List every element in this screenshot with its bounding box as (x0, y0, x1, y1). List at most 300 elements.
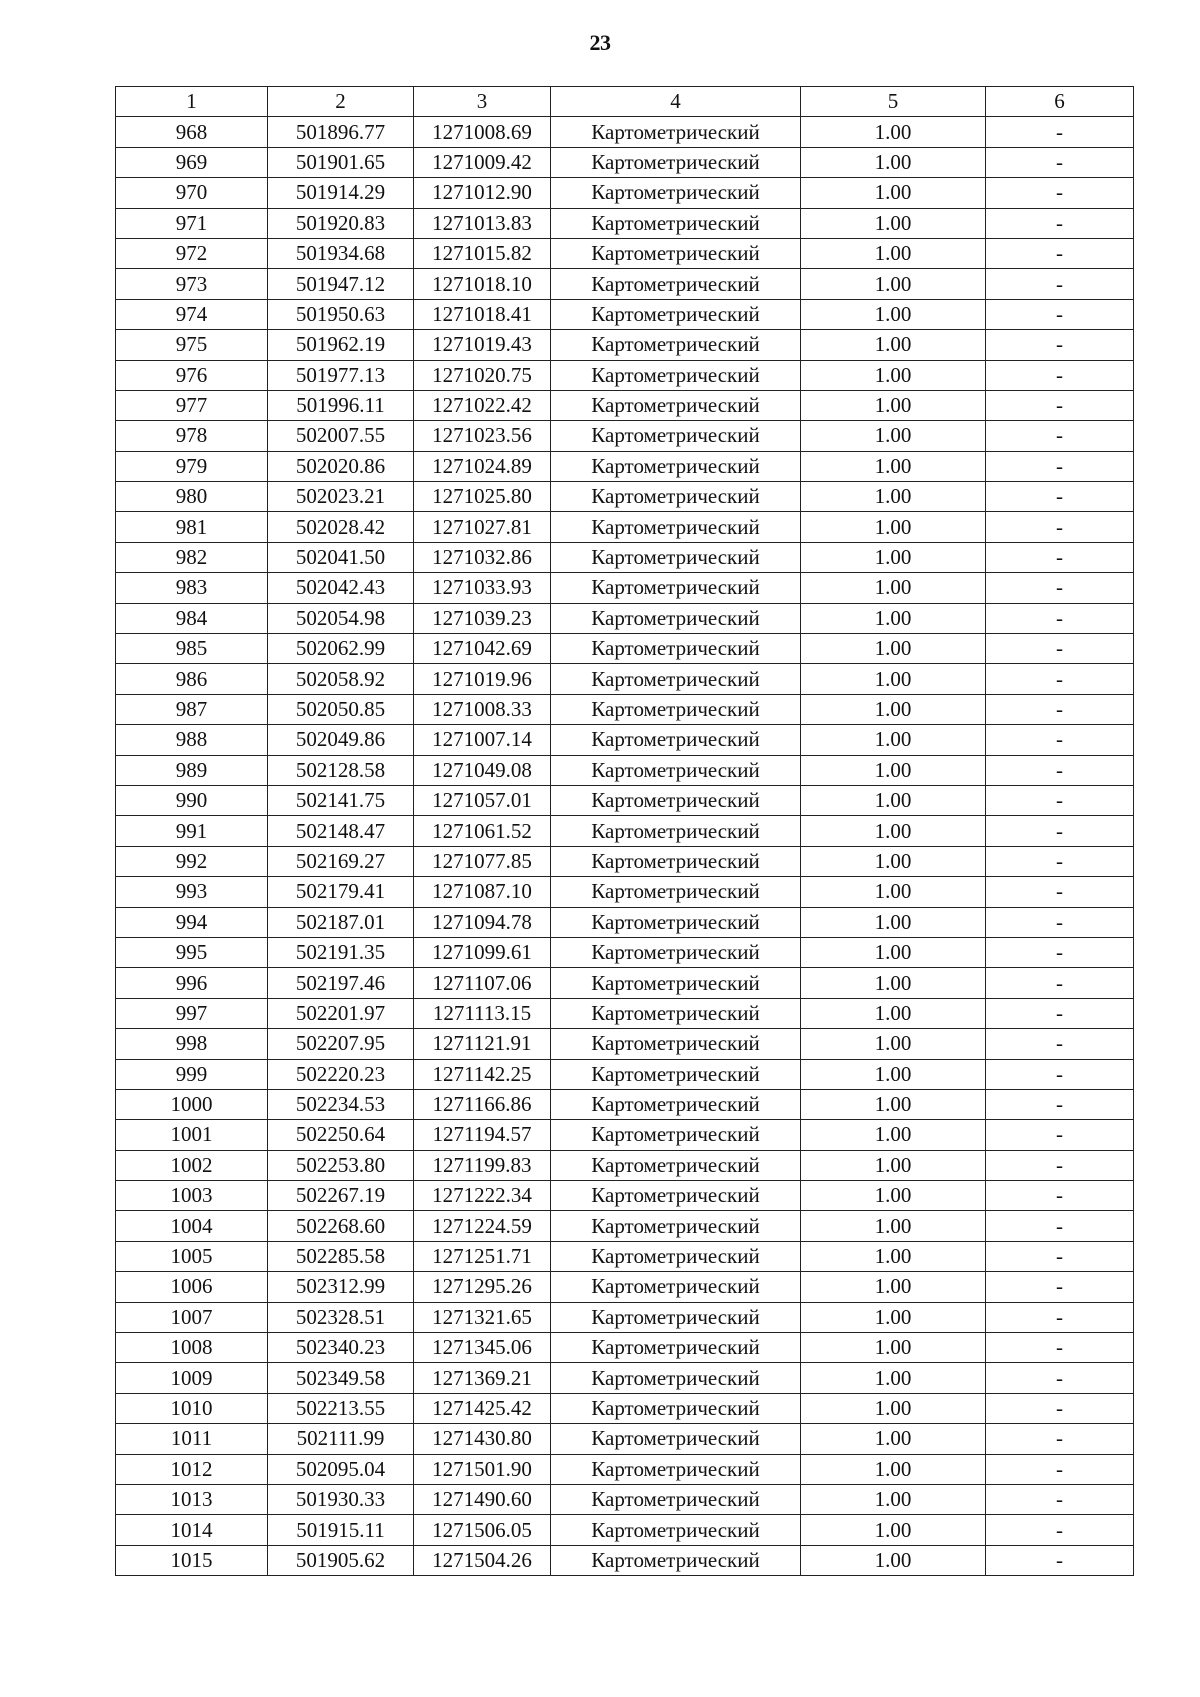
y-coordinate-cell: 1271018.41 (414, 299, 551, 329)
point-number-cell: 982 (116, 542, 268, 572)
description-cell: - (986, 907, 1134, 937)
y-coordinate-cell: 1271224.59 (414, 1211, 551, 1241)
method-cell: Картометрический (551, 1545, 801, 1575)
point-number-cell: 973 (116, 269, 268, 299)
description-cell: - (986, 755, 1134, 785)
table-row (116, 694, 1134, 724)
accuracy-cell: 1.00 (801, 1089, 986, 1119)
point-number-cell: 1005 (116, 1241, 268, 1271)
point-number-cell: 1001 (116, 1120, 268, 1150)
x-coordinate-cell: 502054.98 (268, 603, 414, 633)
point-number-cell: 991 (116, 816, 268, 846)
x-coordinate-cell: 502328.51 (268, 1302, 414, 1332)
table-row (116, 238, 1134, 268)
accuracy-cell: 1.00 (801, 1059, 986, 1089)
description-cell: - (986, 1484, 1134, 1514)
point-number-cell: 988 (116, 725, 268, 755)
method-cell: Картометрический (551, 117, 801, 147)
point-number-cell: 993 (116, 877, 268, 907)
table-row (116, 1059, 1134, 1089)
x-coordinate-cell: 502213.55 (268, 1393, 414, 1423)
description-cell: - (986, 725, 1134, 755)
table-row (116, 785, 1134, 815)
table-row (116, 725, 1134, 755)
y-coordinate-cell: 1271222.34 (414, 1181, 551, 1211)
table-row (116, 1484, 1134, 1514)
point-number-cell: 995 (116, 937, 268, 967)
accuracy-cell: 1.00 (801, 1120, 986, 1150)
table-row (116, 1120, 1134, 1150)
table-row (116, 998, 1134, 1028)
y-coordinate-cell: 1271019.96 (414, 664, 551, 694)
y-coordinate-cell: 1271194.57 (414, 1120, 551, 1150)
point-number-cell: 1002 (116, 1150, 268, 1180)
description-cell: - (986, 1120, 1134, 1150)
description-cell: - (986, 573, 1134, 603)
method-cell: Картометрический (551, 937, 801, 967)
column-header-3: 3 (414, 87, 551, 117)
table-row (116, 1333, 1134, 1363)
description-cell: - (986, 117, 1134, 147)
method-cell: Картометрический (551, 1241, 801, 1271)
description-cell: - (986, 968, 1134, 998)
description-cell: - (986, 178, 1134, 208)
table-row (116, 1029, 1134, 1059)
table-row (116, 1545, 1134, 1575)
y-coordinate-cell: 1271061.52 (414, 816, 551, 846)
description-cell: - (986, 1089, 1134, 1119)
y-coordinate-cell: 1271039.23 (414, 603, 551, 633)
accuracy-cell: 1.00 (801, 1150, 986, 1180)
table-row (116, 755, 1134, 785)
table-row (116, 1424, 1134, 1454)
column-header-5: 5 (801, 87, 986, 117)
description-cell: - (986, 512, 1134, 542)
description-cell: - (986, 1363, 1134, 1393)
y-coordinate-cell: 1271022.42 (414, 390, 551, 420)
accuracy-cell: 1.00 (801, 1393, 986, 1423)
y-coordinate-cell: 1271012.90 (414, 178, 551, 208)
y-coordinate-cell: 1271042.69 (414, 634, 551, 664)
y-coordinate-cell: 1271295.26 (414, 1272, 551, 1302)
point-number-cell: 986 (116, 664, 268, 694)
y-coordinate-cell: 1271506.05 (414, 1515, 551, 1545)
x-coordinate-cell: 502285.58 (268, 1241, 414, 1271)
point-number-cell: 996 (116, 968, 268, 998)
y-coordinate-cell: 1271027.81 (414, 512, 551, 542)
point-number-cell: 969 (116, 147, 268, 177)
method-cell: Картометрический (551, 451, 801, 481)
y-coordinate-cell: 1271025.80 (414, 482, 551, 512)
accuracy-cell: 1.00 (801, 785, 986, 815)
point-number-cell: 1007 (116, 1302, 268, 1332)
description-cell: - (986, 1211, 1134, 1241)
x-coordinate-cell: 502028.42 (268, 512, 414, 542)
x-coordinate-cell: 501896.77 (268, 117, 414, 147)
point-number-cell: 977 (116, 390, 268, 420)
accuracy-cell: 1.00 (801, 1272, 986, 1302)
point-number-cell: 1015 (116, 1545, 268, 1575)
description-cell: - (986, 451, 1134, 481)
description-cell: - (986, 603, 1134, 633)
description-cell: - (986, 846, 1134, 876)
method-cell: Картометрический (551, 1484, 801, 1514)
point-number-cell: 974 (116, 299, 268, 329)
y-coordinate-cell: 1271490.60 (414, 1484, 551, 1514)
table-row (116, 1272, 1134, 1302)
y-coordinate-cell: 1271504.26 (414, 1545, 551, 1575)
x-coordinate-cell: 501950.63 (268, 299, 414, 329)
method-cell: Картометрический (551, 1150, 801, 1180)
column-header-1: 1 (116, 87, 268, 117)
table-row (116, 330, 1134, 360)
y-coordinate-cell: 1271425.42 (414, 1393, 551, 1423)
description-cell: - (986, 937, 1134, 967)
accuracy-cell: 1.00 (801, 330, 986, 360)
x-coordinate-cell: 501977.13 (268, 360, 414, 390)
accuracy-cell: 1.00 (801, 1211, 986, 1241)
point-number-cell: 990 (116, 785, 268, 815)
table-row (116, 907, 1134, 937)
accuracy-cell: 1.00 (801, 603, 986, 633)
x-coordinate-cell: 501915.11 (268, 1515, 414, 1545)
accuracy-cell: 1.00 (801, 1302, 986, 1332)
point-number-cell: 1013 (116, 1484, 268, 1514)
method-cell: Картометрический (551, 1302, 801, 1332)
description-cell: - (986, 299, 1134, 329)
method-cell: Картометрический (551, 1393, 801, 1423)
x-coordinate-cell: 501934.68 (268, 238, 414, 268)
method-cell: Картометрический (551, 664, 801, 694)
x-coordinate-cell: 502312.99 (268, 1272, 414, 1302)
method-cell: Картометрический (551, 1089, 801, 1119)
description-cell: - (986, 482, 1134, 512)
table-row (116, 299, 1134, 329)
y-coordinate-cell: 1271007.14 (414, 725, 551, 755)
y-coordinate-cell: 1271166.86 (414, 1089, 551, 1119)
column-header-4: 4 (551, 87, 801, 117)
method-cell: Картометрический (551, 573, 801, 603)
accuracy-cell: 1.00 (801, 1241, 986, 1271)
method-cell: Картометрический (551, 178, 801, 208)
point-number-cell: 976 (116, 360, 268, 390)
point-number-cell: 992 (116, 846, 268, 876)
column-header-2: 2 (268, 87, 414, 117)
point-number-cell: 980 (116, 482, 268, 512)
accuracy-cell: 1.00 (801, 1484, 986, 1514)
method-cell: Картометрический (551, 330, 801, 360)
table-row (116, 269, 1134, 299)
accuracy-cell: 1.00 (801, 178, 986, 208)
y-coordinate-cell: 1271018.10 (414, 269, 551, 299)
point-number-cell: 970 (116, 178, 268, 208)
y-coordinate-cell: 1271142.25 (414, 1059, 551, 1089)
description-cell: - (986, 208, 1134, 238)
method-cell: Картометрический (551, 269, 801, 299)
y-coordinate-cell: 1271019.43 (414, 330, 551, 360)
x-coordinate-cell: 501901.65 (268, 147, 414, 177)
accuracy-cell: 1.00 (801, 907, 986, 937)
method-cell: Картометрический (551, 1515, 801, 1545)
x-coordinate-cell: 502179.41 (268, 877, 414, 907)
accuracy-cell: 1.00 (801, 634, 986, 664)
accuracy-cell: 1.00 (801, 269, 986, 299)
x-coordinate-cell: 502234.53 (268, 1089, 414, 1119)
description-cell: - (986, 1029, 1134, 1059)
method-cell: Картометрический (551, 998, 801, 1028)
accuracy-cell: 1.00 (801, 451, 986, 481)
table-body (116, 117, 1134, 1576)
description-cell: - (986, 1454, 1134, 1484)
description-cell: - (986, 877, 1134, 907)
y-coordinate-cell: 1271094.78 (414, 907, 551, 937)
description-cell: - (986, 1059, 1134, 1089)
x-coordinate-cell: 502340.23 (268, 1333, 414, 1363)
point-number-cell: 1014 (116, 1515, 268, 1545)
table-row (116, 1241, 1134, 1271)
x-coordinate-cell: 501930.33 (268, 1484, 414, 1514)
table-row (116, 1393, 1134, 1423)
method-cell: Картометрический (551, 1181, 801, 1211)
table-row (116, 664, 1134, 694)
method-cell: Картометрический (551, 725, 801, 755)
y-coordinate-cell: 1271049.08 (414, 755, 551, 785)
point-number-cell: 1010 (116, 1393, 268, 1423)
accuracy-cell: 1.00 (801, 1181, 986, 1211)
point-number-cell: 1008 (116, 1333, 268, 1363)
y-coordinate-cell: 1271501.90 (414, 1454, 551, 1484)
description-cell: - (986, 390, 1134, 420)
table-row (116, 542, 1134, 572)
description-cell: - (986, 1393, 1134, 1423)
x-coordinate-cell: 502267.19 (268, 1181, 414, 1211)
description-cell: - (986, 634, 1134, 664)
y-coordinate-cell: 1271024.89 (414, 451, 551, 481)
accuracy-cell: 1.00 (801, 147, 986, 177)
accuracy-cell: 1.00 (801, 117, 986, 147)
y-coordinate-cell: 1271087.10 (414, 877, 551, 907)
method-cell: Картометрический (551, 816, 801, 846)
x-coordinate-cell: 502201.97 (268, 998, 414, 1028)
x-coordinate-cell: 502187.01 (268, 907, 414, 937)
description-cell: - (986, 421, 1134, 451)
accuracy-cell: 1.00 (801, 1363, 986, 1393)
method-cell: Картометрический (551, 482, 801, 512)
x-coordinate-cell: 502023.21 (268, 482, 414, 512)
description-cell: - (986, 998, 1134, 1028)
method-cell: Картометрический (551, 147, 801, 177)
description-cell: - (986, 1272, 1134, 1302)
x-coordinate-cell: 502250.64 (268, 1120, 414, 1150)
method-cell: Картометрический (551, 907, 801, 937)
x-coordinate-cell: 502220.23 (268, 1059, 414, 1089)
accuracy-cell: 1.00 (801, 816, 986, 846)
table-row (116, 1181, 1134, 1211)
y-coordinate-cell: 1271008.33 (414, 694, 551, 724)
accuracy-cell: 1.00 (801, 877, 986, 907)
description-cell: - (986, 1150, 1134, 1180)
description-cell: - (986, 1241, 1134, 1271)
x-coordinate-cell: 502197.46 (268, 968, 414, 998)
coordinates-table (115, 86, 1134, 1576)
point-number-cell: 1004 (116, 1211, 268, 1241)
accuracy-cell: 1.00 (801, 573, 986, 603)
x-coordinate-cell: 502062.99 (268, 634, 414, 664)
y-coordinate-cell: 1271009.42 (414, 147, 551, 177)
table-row (116, 816, 1134, 846)
method-cell: Картометрический (551, 1059, 801, 1089)
description-cell: - (986, 1302, 1134, 1332)
table-row (116, 390, 1134, 420)
description-cell: - (986, 1333, 1134, 1363)
method-cell: Картометрический (551, 1333, 801, 1363)
point-number-cell: 1009 (116, 1363, 268, 1393)
method-cell: Картометрический (551, 877, 801, 907)
table-row (116, 1150, 1134, 1180)
x-coordinate-cell: 502207.95 (268, 1029, 414, 1059)
method-cell: Картометрический (551, 846, 801, 876)
x-coordinate-cell: 502268.60 (268, 1211, 414, 1241)
point-number-cell: 999 (116, 1059, 268, 1089)
x-coordinate-cell: 502041.50 (268, 542, 414, 572)
accuracy-cell: 1.00 (801, 482, 986, 512)
x-coordinate-cell: 502058.92 (268, 664, 414, 694)
y-coordinate-cell: 1271077.85 (414, 846, 551, 876)
accuracy-cell: 1.00 (801, 755, 986, 785)
accuracy-cell: 1.00 (801, 937, 986, 967)
table-row (116, 1363, 1134, 1393)
point-number-cell: 971 (116, 208, 268, 238)
method-cell: Картометрический (551, 299, 801, 329)
method-cell: Картометрический (551, 390, 801, 420)
point-number-cell: 1006 (116, 1272, 268, 1302)
table-row (116, 937, 1134, 967)
y-coordinate-cell: 1271321.65 (414, 1302, 551, 1332)
x-coordinate-cell: 502253.80 (268, 1150, 414, 1180)
x-coordinate-cell: 501996.11 (268, 390, 414, 420)
method-cell: Картометрический (551, 360, 801, 390)
point-number-cell: 1011 (116, 1424, 268, 1454)
table-row (116, 117, 1134, 147)
table-row (116, 512, 1134, 542)
description-cell: - (986, 664, 1134, 694)
description-cell: - (986, 1545, 1134, 1575)
point-number-cell: 975 (116, 330, 268, 360)
y-coordinate-cell: 1271121.91 (414, 1029, 551, 1059)
x-coordinate-cell: 502128.58 (268, 755, 414, 785)
point-number-cell: 1012 (116, 1454, 268, 1484)
accuracy-cell: 1.00 (801, 1424, 986, 1454)
table-row (116, 208, 1134, 238)
x-coordinate-cell: 501914.29 (268, 178, 414, 208)
y-coordinate-cell: 1271033.93 (414, 573, 551, 603)
x-coordinate-cell: 502007.55 (268, 421, 414, 451)
y-coordinate-cell: 1271057.01 (414, 785, 551, 815)
accuracy-cell: 1.00 (801, 360, 986, 390)
table-row (116, 421, 1134, 451)
y-coordinate-cell: 1271251.71 (414, 1241, 551, 1271)
method-cell: Картометрический (551, 755, 801, 785)
table-row (116, 147, 1134, 177)
y-coordinate-cell: 1271199.83 (414, 1150, 551, 1180)
method-cell: Картометрический (551, 421, 801, 451)
accuracy-cell: 1.00 (801, 998, 986, 1028)
y-coordinate-cell: 1271107.06 (414, 968, 551, 998)
table-row (116, 877, 1134, 907)
table-row (116, 1515, 1134, 1545)
y-coordinate-cell: 1271015.82 (414, 238, 551, 268)
y-coordinate-cell: 1271008.69 (414, 117, 551, 147)
x-coordinate-cell: 501947.12 (268, 269, 414, 299)
point-number-cell: 981 (116, 512, 268, 542)
table-row (116, 968, 1134, 998)
accuracy-cell: 1.00 (801, 390, 986, 420)
table-row (116, 482, 1134, 512)
point-number-cell: 978 (116, 421, 268, 451)
accuracy-cell: 1.00 (801, 1454, 986, 1484)
point-number-cell: 997 (116, 998, 268, 1028)
y-coordinate-cell: 1271023.56 (414, 421, 551, 451)
method-cell: Картометрический (551, 1272, 801, 1302)
accuracy-cell: 1.00 (801, 208, 986, 238)
x-coordinate-cell: 502042.43 (268, 573, 414, 603)
y-coordinate-cell: 1271369.21 (414, 1363, 551, 1393)
method-cell: Картометрический (551, 785, 801, 815)
method-cell: Картометрический (551, 634, 801, 664)
point-number-cell: 987 (116, 694, 268, 724)
y-coordinate-cell: 1271032.86 (414, 542, 551, 572)
page-number: 23 (589, 30, 611, 55)
point-number-cell: 994 (116, 907, 268, 937)
x-coordinate-cell: 502349.58 (268, 1363, 414, 1393)
x-coordinate-cell: 502050.85 (268, 694, 414, 724)
point-number-cell: 984 (116, 603, 268, 633)
x-coordinate-cell: 502141.75 (268, 785, 414, 815)
point-number-cell: 983 (116, 573, 268, 603)
accuracy-cell: 1.00 (801, 542, 986, 572)
description-cell: - (986, 1181, 1134, 1211)
table-row (116, 573, 1134, 603)
x-coordinate-cell: 502191.35 (268, 937, 414, 967)
accuracy-cell: 1.00 (801, 421, 986, 451)
description-cell: - (986, 542, 1134, 572)
x-coordinate-cell: 502169.27 (268, 846, 414, 876)
point-number-cell: 968 (116, 117, 268, 147)
accuracy-cell: 1.00 (801, 512, 986, 542)
accuracy-cell: 1.00 (801, 846, 986, 876)
point-number-cell: 989 (116, 755, 268, 785)
x-coordinate-cell: 501962.19 (268, 330, 414, 360)
point-number-cell: 985 (116, 634, 268, 664)
table-header (116, 87, 1134, 117)
table-row (116, 360, 1134, 390)
accuracy-cell: 1.00 (801, 1545, 986, 1575)
description-cell: - (986, 1515, 1134, 1545)
point-number-cell: 979 (116, 451, 268, 481)
method-cell: Картометрический (551, 603, 801, 633)
accuracy-cell: 1.00 (801, 694, 986, 724)
x-coordinate-cell: 501920.83 (268, 208, 414, 238)
point-number-cell: 1003 (116, 1181, 268, 1211)
description-cell: - (986, 816, 1134, 846)
table-row (116, 1454, 1134, 1484)
accuracy-cell: 1.00 (801, 1333, 986, 1363)
header-row (116, 87, 1134, 117)
table-row (116, 846, 1134, 876)
x-coordinate-cell: 502111.99 (268, 1424, 414, 1454)
description-cell: - (986, 360, 1134, 390)
table-row (116, 1089, 1134, 1119)
